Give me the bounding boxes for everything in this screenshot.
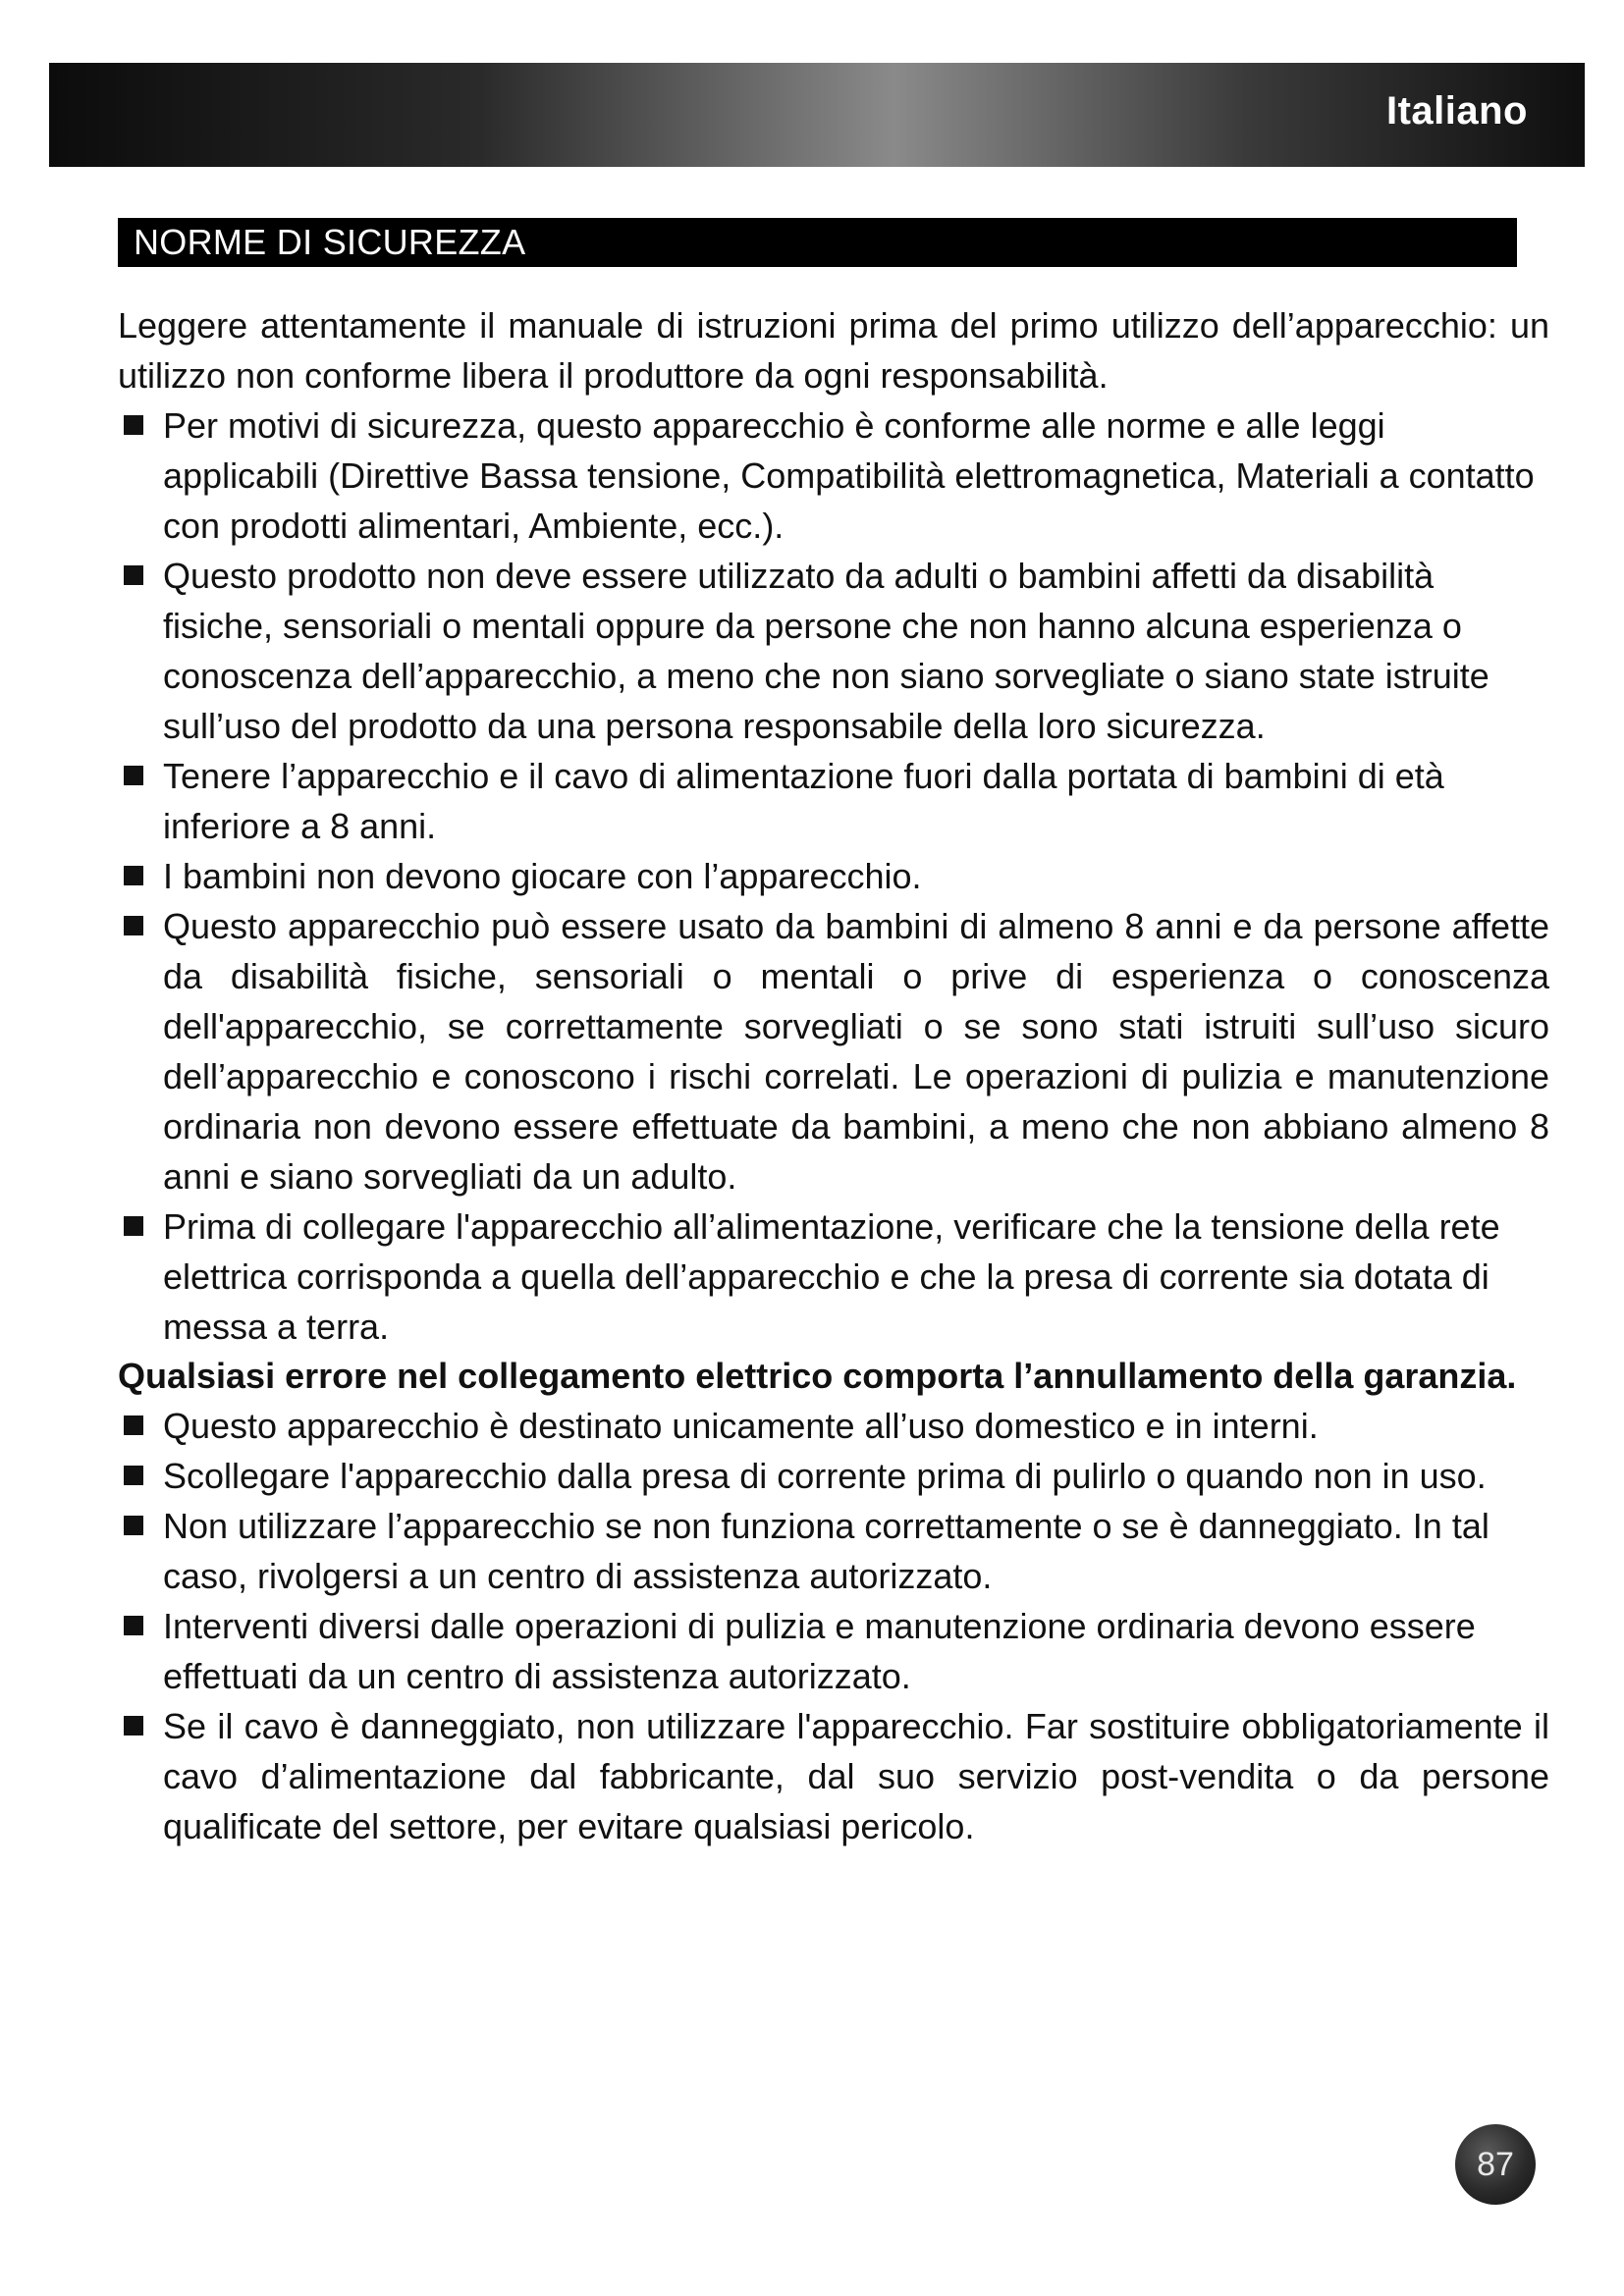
square-bullet-icon	[124, 1516, 143, 1535]
safety-list-1	[118, 400, 1549, 1352]
list-item	[118, 1201, 1549, 1352]
safety-content	[118, 300, 1549, 1851]
language-label: Italiano	[1385, 89, 1528, 133]
square-bullet-icon	[124, 1716, 143, 1735]
list-item	[118, 851, 1549, 901]
list-item	[118, 1601, 1549, 1701]
section-title-bar	[118, 218, 1517, 267]
square-bullet-icon	[124, 1216, 143, 1236]
list-item	[118, 1701, 1549, 1851]
intro-paragraph: Leggere attentamente il manuale di istruzioni prima del primo utilizzo dell’apparecchio: un utilizzo non conforme libera il produttore da ogni responsabilità.	[118, 305, 1549, 396]
list-item-text: Tenere l’apparecchio e il cavo di alimentazione fuori dalla portata di bambini di età inferiore a 8 anni.	[163, 756, 1444, 846]
safety-list-2	[118, 1401, 1549, 1851]
list-item	[118, 551, 1549, 751]
square-bullet-icon	[124, 866, 143, 885]
square-bullet-icon	[124, 766, 143, 785]
list-item-text: Non utilizzare l’apparecchio se non funziona correttamente o se è danneggiato. In tal caso, rivolgersi a un centro di assistenza autorizzato.	[163, 1506, 1489, 1596]
square-bullet-icon	[124, 1616, 143, 1635]
list-item-text: I bambini non devono giocare con l’apparecchio.	[163, 856, 922, 896]
list-item-text: Interventi diversi dalle operazioni di pulizia e manutenzione ordinaria devono essere effettuati da un centro di assistenza autorizzato.	[163, 1606, 1476, 1696]
list-item-text: Questo prodotto non deve essere utilizzato da adulti o bambini affetti da disabilità fisiche, sensoriali o mentali oppure da persone che non hanno alcuna esperienza o conoscenza dell’apparecchio, a meno che non siano sorvegliate o siano state istruite sull’uso del prodotto da una persona responsabile della loro sicurezza.	[163, 556, 1489, 746]
square-bullet-icon	[124, 916, 143, 935]
page-number: 87	[1477, 2146, 1514, 2183]
square-bullet-icon	[124, 1466, 143, 1485]
list-item	[118, 901, 1549, 1201]
list-item	[118, 400, 1549, 551]
square-bullet-icon	[124, 1415, 143, 1435]
list-item-text: Prima di collegare l'apparecchio all’alimentazione, verificare che la tensione della rete elettrica corrisponda a quella dell’apparecchio e che la presa di corrente sia dotata di messa a terra.	[163, 1206, 1500, 1347]
list-item-text: Questo apparecchio può essere usato da bambini di almeno 8 anni e da persone affette da disabilità fisiche, sensoriali o mentali o prive di esperienza o conoscenza dell'apparecchio, se correttamente sorvegliati o se sono stati istruiti sull’uso sicuro dell’apparecchio e conoscono i rischi correlati. Le operazioni di pulizia e manutenzione ordinaria non devono essere effettuate da bambini, a meno che non abbiano almeno 8 anni e siano sorvegliati da un adulto.	[163, 906, 1549, 1197]
square-bullet-icon	[124, 565, 143, 585]
list-item-text: Questo apparecchio è destinato unicamente all’uso domestico e in interni.	[163, 1406, 1319, 1446]
list-item-text: Scollegare l'apparecchio dalla presa di corrente prima di pulirlo o quando non in uso.	[163, 1456, 1487, 1496]
list-item-text: Per motivi di sicurezza, questo apparecchio è conforme alle norme e alle leggi applicabili (Direttive Bassa tensione, Compatibilità elettromagnetica, Materiali a contatto con prodotti alimentari, Ambiente, ecc.).	[163, 405, 1535, 546]
warranty-warning: Qualsiasi errore nel collegamento elettrico comporta l’annullamento della garanzia.	[118, 1356, 1517, 1396]
list-item-text: Se il cavo è danneggiato, non utilizzare l'apparecchio. Far sostituire obbligatoriamente il cavo d’alimentazione dal fabbricante, dal suo servizio post-vendita o da persone qualificate del settore, per evitare qualsiasi pericolo.	[163, 1706, 1549, 1846]
square-bullet-icon	[124, 415, 143, 435]
page-number-badge	[1455, 2124, 1536, 2205]
list-item	[118, 1401, 1549, 1451]
list-item	[118, 1501, 1549, 1601]
list-item	[118, 1451, 1549, 1501]
section-title: NORME DI SICUREZZA	[134, 222, 526, 262]
list-item	[118, 751, 1549, 851]
language-banner	[49, 63, 1585, 167]
